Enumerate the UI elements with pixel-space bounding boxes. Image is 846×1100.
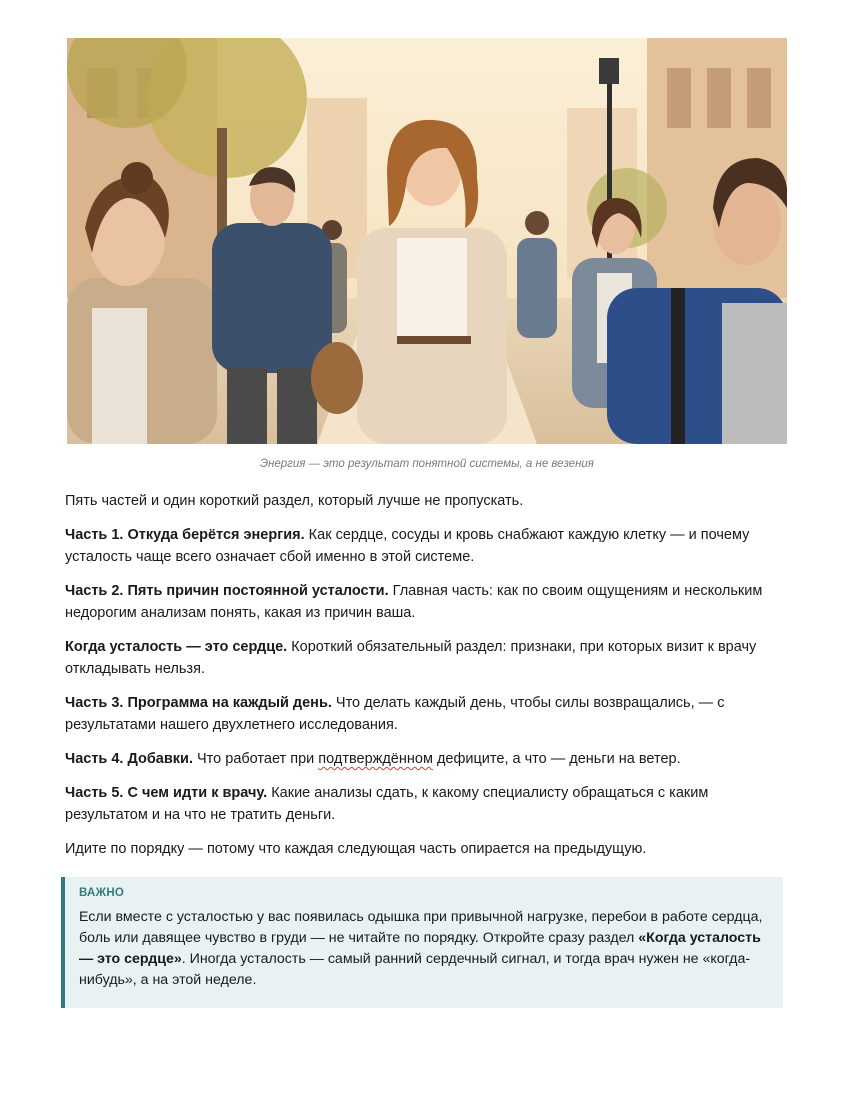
callout-text-after: . Иногда усталость — самый ранний сердечный сигнал, и тогда врач нужен не «когда-нибудь», а на этой неделе. — [79, 951, 751, 988]
part-2-title: Часть 2. Пять причин постоянной усталости. — [65, 583, 389, 599]
part-5-title: Часть 5. С чем идти к врачу. — [65, 785, 268, 801]
city-street-illustration-icon — [67, 38, 787, 444]
part-5-text: Какие анализы сдать, к какому специалисту обращаться с каким результатом и на что не тратить деньги. — [65, 785, 709, 823]
part-4-text-before: Что работает при — [192, 751, 319, 767]
part-3-paragraph — [65, 692, 785, 736]
part-4-title: Часть 4. Добавки. — [65, 751, 193, 767]
part-1-paragraph — [65, 524, 785, 568]
part-5-paragraph — [65, 782, 785, 826]
intro-paragraph: Пять частей и один короткий раздел, который лучше не пропускать. — [65, 493, 524, 509]
heart-section-title: Когда усталость — это сердце. — [65, 639, 288, 655]
part-1-title: Часть 1. Откуда берётся энергия. — [65, 527, 305, 543]
part-1-text: Как сердце, сосуды и кровь снабжают каждую клетку — и почему усталость чаще всего означает сбой именно в этой системе. — [65, 527, 750, 565]
part-2-paragraph — [65, 580, 785, 624]
important-callout — [61, 877, 783, 1008]
article-body — [65, 490, 785, 872]
part-4-text-after: дефиците, а что — деньги на ветер. — [432, 751, 681, 767]
part-4-paragraph — [65, 748, 785, 770]
part-3-text: Что делать каждый день, чтобы силы возвращались, — с результатами нашего двухлетнего исследования. — [65, 695, 725, 733]
spellcheck-word[interactable]: подтверждённом — [318, 751, 433, 767]
heart-section-text: Короткий обязательный раздел: признаки, при которых визит к врачу откладывать нельзя. — [65, 639, 757, 677]
heart-section-paragraph — [65, 636, 785, 680]
hero-illustration — [67, 38, 787, 444]
part-3-title: Часть 3. Программа на каждый день. — [65, 695, 332, 711]
part-2-text: Главная часть: как по своим ощущениям и нескольким недорогим анализам понять, какая из причин ваша. — [65, 583, 763, 621]
outro-paragraph: Идите по порядку — потому что каждая следующая часть опирается на предыдущую. — [65, 841, 647, 857]
callout-text — [79, 907, 769, 991]
callout-title: ВАЖНО — [79, 887, 125, 899]
callout-text-before: Если вместе с усталостью у вас появилась одышка при привычной нагрузке, перебои в работе сердца, боль или давящее чувство в груди — не читайте по порядку. Откройте сразу раздел — [79, 909, 763, 946]
callout-section-link: «Когда усталость — это сердце» — [79, 930, 761, 967]
image-caption: Энергия — это результат понятной системы, а не везения — [260, 458, 594, 470]
